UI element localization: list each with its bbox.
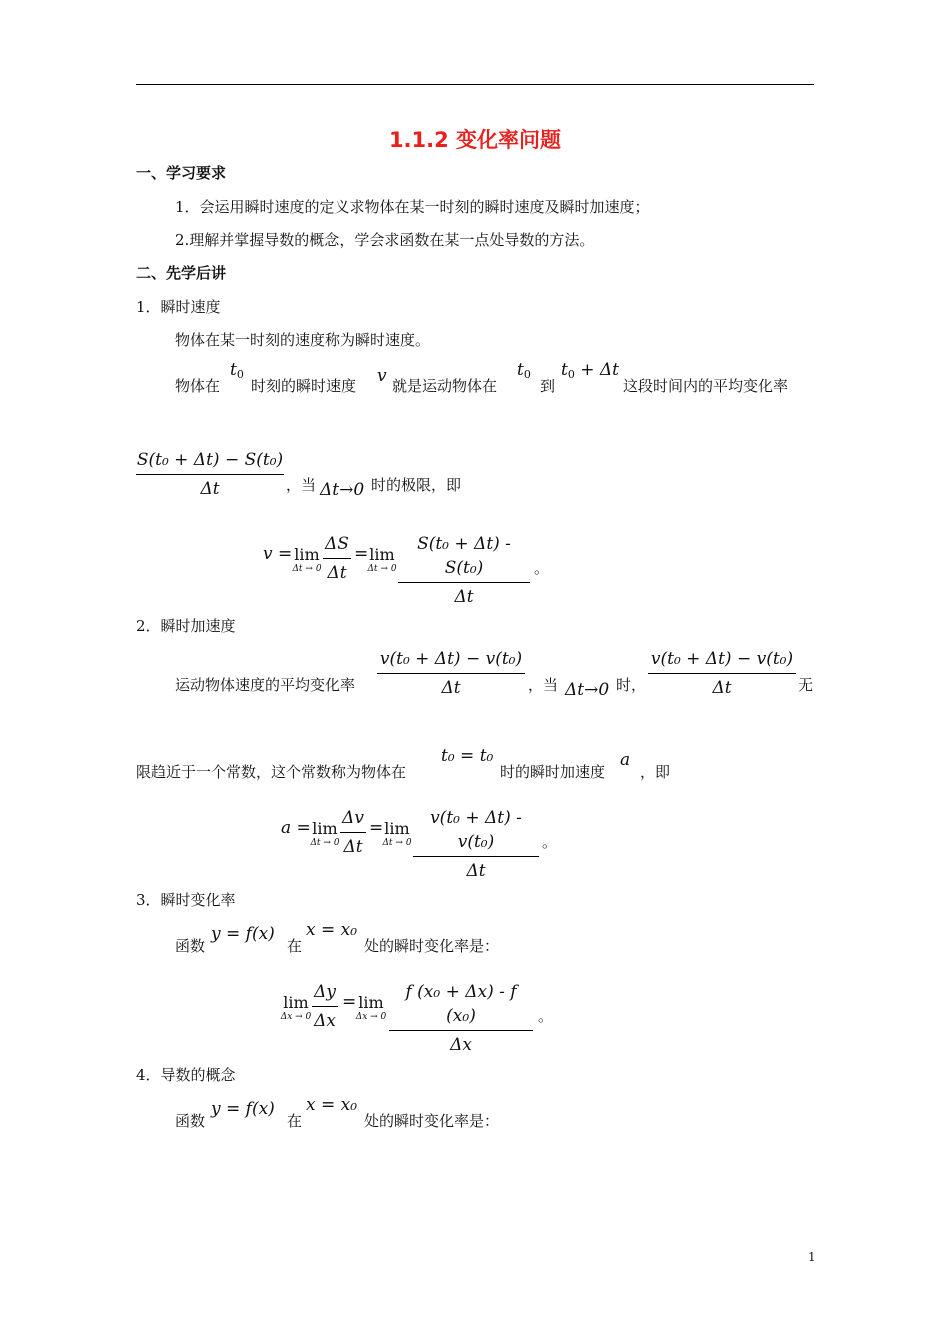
dt-to-zero: Δt→0 xyxy=(565,680,610,700)
item-1-text-d: 到 xyxy=(540,377,556,395)
t0-equals-t0: t₀ = t₀ xyxy=(441,746,494,766)
v-limit-fraction: S(t₀ + Δt) - S(t₀) Δt xyxy=(398,532,530,609)
item-1-text-f: ，当 xyxy=(286,476,317,494)
item-4-text-b: 在 xyxy=(287,1112,303,1130)
x-equals-x0: x = x₀ xyxy=(306,1095,358,1115)
a-equals: a = xyxy=(281,818,311,838)
page-title: 1.1.2 变化率问题 xyxy=(388,128,562,152)
item-4-heading: 4．导数的概念 xyxy=(136,1066,236,1084)
item-3-heading: 3．瞬时变化率 xyxy=(136,891,236,909)
item-3-text-c: 处的瞬时变化率是： xyxy=(364,937,500,955)
limit-operator: lim Δx → 0 xyxy=(355,993,387,1022)
requirement-1: 1．会运用瞬时速度的定义求物体在某一时刻的瞬时速度及瞬时加速度； xyxy=(175,198,650,216)
dt-to-zero: Δt→0 xyxy=(320,480,365,500)
section-2-heading: 二、先学后讲 xyxy=(136,264,227,282)
item-2-heading: 2．瞬时加速度 xyxy=(136,617,236,635)
end-mark: 。 xyxy=(534,559,550,577)
item-1-line-1: 物体在某一时刻的速度称为瞬时速度。 xyxy=(175,331,431,349)
limit-operator: lim Δt → 0 xyxy=(382,819,412,848)
equals-sign: = xyxy=(354,544,369,564)
header-rule xyxy=(136,84,814,85)
v-symbol: v xyxy=(377,366,387,386)
item-1-text-g: 时的极限，即 xyxy=(371,476,462,494)
t0-symbol: $t_0$ xyxy=(517,360,531,381)
item-4-text-c: 处的瞬时变化率是： xyxy=(364,1112,500,1130)
item-2-text-b: ，当 xyxy=(528,676,559,694)
end-mark: 。 xyxy=(542,833,558,851)
limit-operator: lim Δt → 0 xyxy=(367,545,397,574)
velocity-avg-fraction: v(t₀ + Δt) − v(t₀) Δt xyxy=(648,647,796,700)
item-4-text-a: 函数 xyxy=(175,1112,206,1130)
item-3-text-b: 在 xyxy=(287,937,303,955)
section-1-heading: 一、学习要求 xyxy=(136,164,227,182)
item-2-text-a: 运动物体速度的平均变化率 xyxy=(175,676,356,694)
item-2-text-f: 时的瞬时加速度 xyxy=(500,763,606,781)
v-equals: v = xyxy=(263,544,293,564)
limit-operator: lim Δt → 0 xyxy=(292,545,322,574)
avg-rate-fraction: S(t₀ + Δt) − S(t₀) Δt xyxy=(136,450,284,499)
item-2-text-e: 限趋近于一个常数，这个常数称为物体在 xyxy=(136,763,407,781)
item-1-text-b: 时刻的瞬时速度 xyxy=(251,377,357,395)
y-equals-fx: y = f(x) xyxy=(211,1099,275,1119)
item-2-text-c: 时， xyxy=(616,676,647,694)
a-limit-fraction: v(t₀ + Δt) - v(t₀) Δt xyxy=(413,806,539,883)
y-equals-fx: y = f(x) xyxy=(211,924,275,944)
item-2-text-g: ，即 xyxy=(640,763,671,781)
item-3-text-a: 函数 xyxy=(175,937,206,955)
x-equals-x0: x = x₀ xyxy=(306,920,358,940)
end-mark: 。 xyxy=(538,1007,554,1025)
equals-sign: = xyxy=(369,818,384,838)
dy-over-dx: Δy Δx xyxy=(312,980,338,1033)
item-1-text-c: 就是运动物体在 xyxy=(392,377,498,395)
dv-over-dt: Δv Δt xyxy=(340,806,366,859)
item-1-heading: 1．瞬时速度 xyxy=(136,298,221,316)
velocity-avg-fraction: v(t₀ + Δt) − v(t₀) Δt xyxy=(377,647,525,700)
page-number: 1 xyxy=(808,1250,816,1264)
item-1-text-e: 这段时间内的平均变化率 xyxy=(623,377,789,395)
requirement-2: 2.理解并掌握导数的概念，学会求函数在某一点处导数的方法。 xyxy=(175,231,595,249)
item-2-text-d: 无 xyxy=(798,676,814,694)
item-1-text-a: 物体在 xyxy=(175,377,221,395)
equals-sign: = xyxy=(342,992,357,1012)
t0-plus-dt: $t_0 + \Delta t$ xyxy=(561,360,620,381)
limit-operator: lim Δt → 0 xyxy=(310,819,340,848)
a-symbol: a xyxy=(620,750,631,770)
limit-operator: lim Δx → 0 xyxy=(280,993,312,1022)
t0-symbol: $t_0$ xyxy=(230,360,244,381)
ds-over-dt: ΔS Δt xyxy=(323,532,351,585)
rate-limit-fraction: f (x₀ + Δx) - f (x₀) Δx xyxy=(389,980,533,1057)
